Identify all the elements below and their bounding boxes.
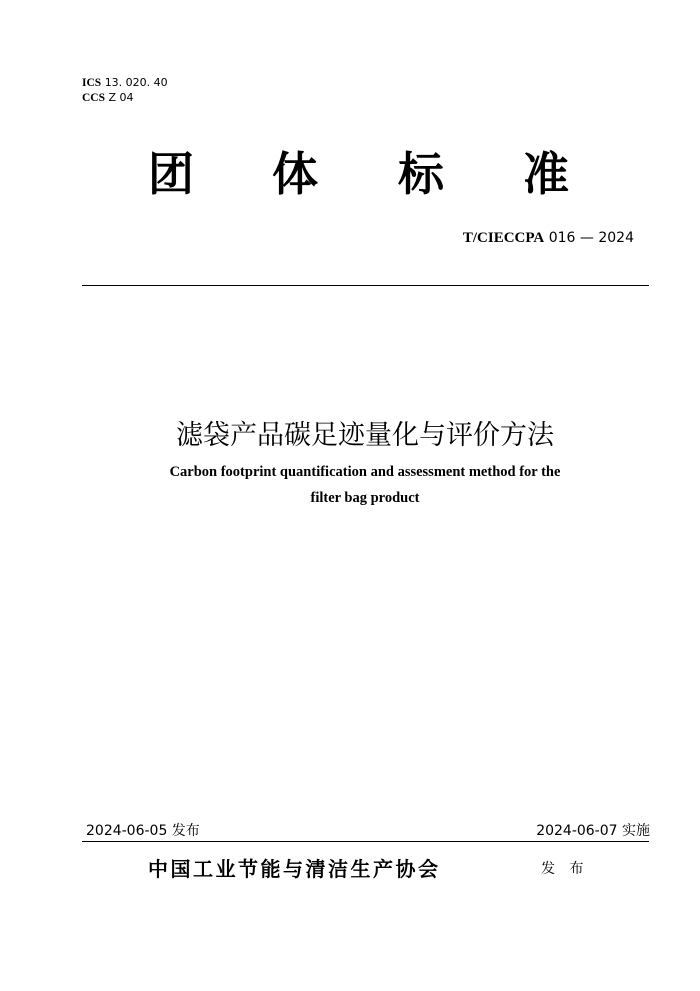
ics-label: ICS (82, 77, 102, 89)
standard-number-prefix: T/CIECCPA (462, 230, 545, 246)
ics-value: 13. 020. 40 (104, 76, 168, 89)
top-divider (82, 285, 649, 286)
standard-number (463, 230, 634, 247)
ccs-value: Z 04 (108, 91, 134, 104)
implementation-date: 2024-06-07 实施 (536, 823, 650, 839)
ics-code (82, 76, 168, 90)
title-english-line-1: Carbon footprint quantification and assessment method for the (169, 464, 561, 480)
standard-number-suffix: 016 — 2024 (548, 230, 634, 246)
title-chinese: 滤袋产品碳足迹量化与评价方法 (176, 420, 554, 451)
publisher-name: 中国工业节能与清洁生产协会 (148, 857, 441, 881)
banner-char-4: 准 (523, 147, 569, 201)
bottom-divider (82, 841, 649, 842)
publisher-suffix: 发 布 (541, 861, 589, 877)
issue-date: 2024-06-05 发布 (86, 823, 200, 839)
title-english-line-2: filter bag product (310, 490, 420, 506)
banner-char-3: 标 (398, 147, 444, 201)
banner-char-2: 体 (272, 147, 318, 201)
banner-char-1: 团 (148, 147, 194, 201)
ccs-label: CCS (82, 92, 106, 104)
ccs-code (82, 91, 134, 105)
